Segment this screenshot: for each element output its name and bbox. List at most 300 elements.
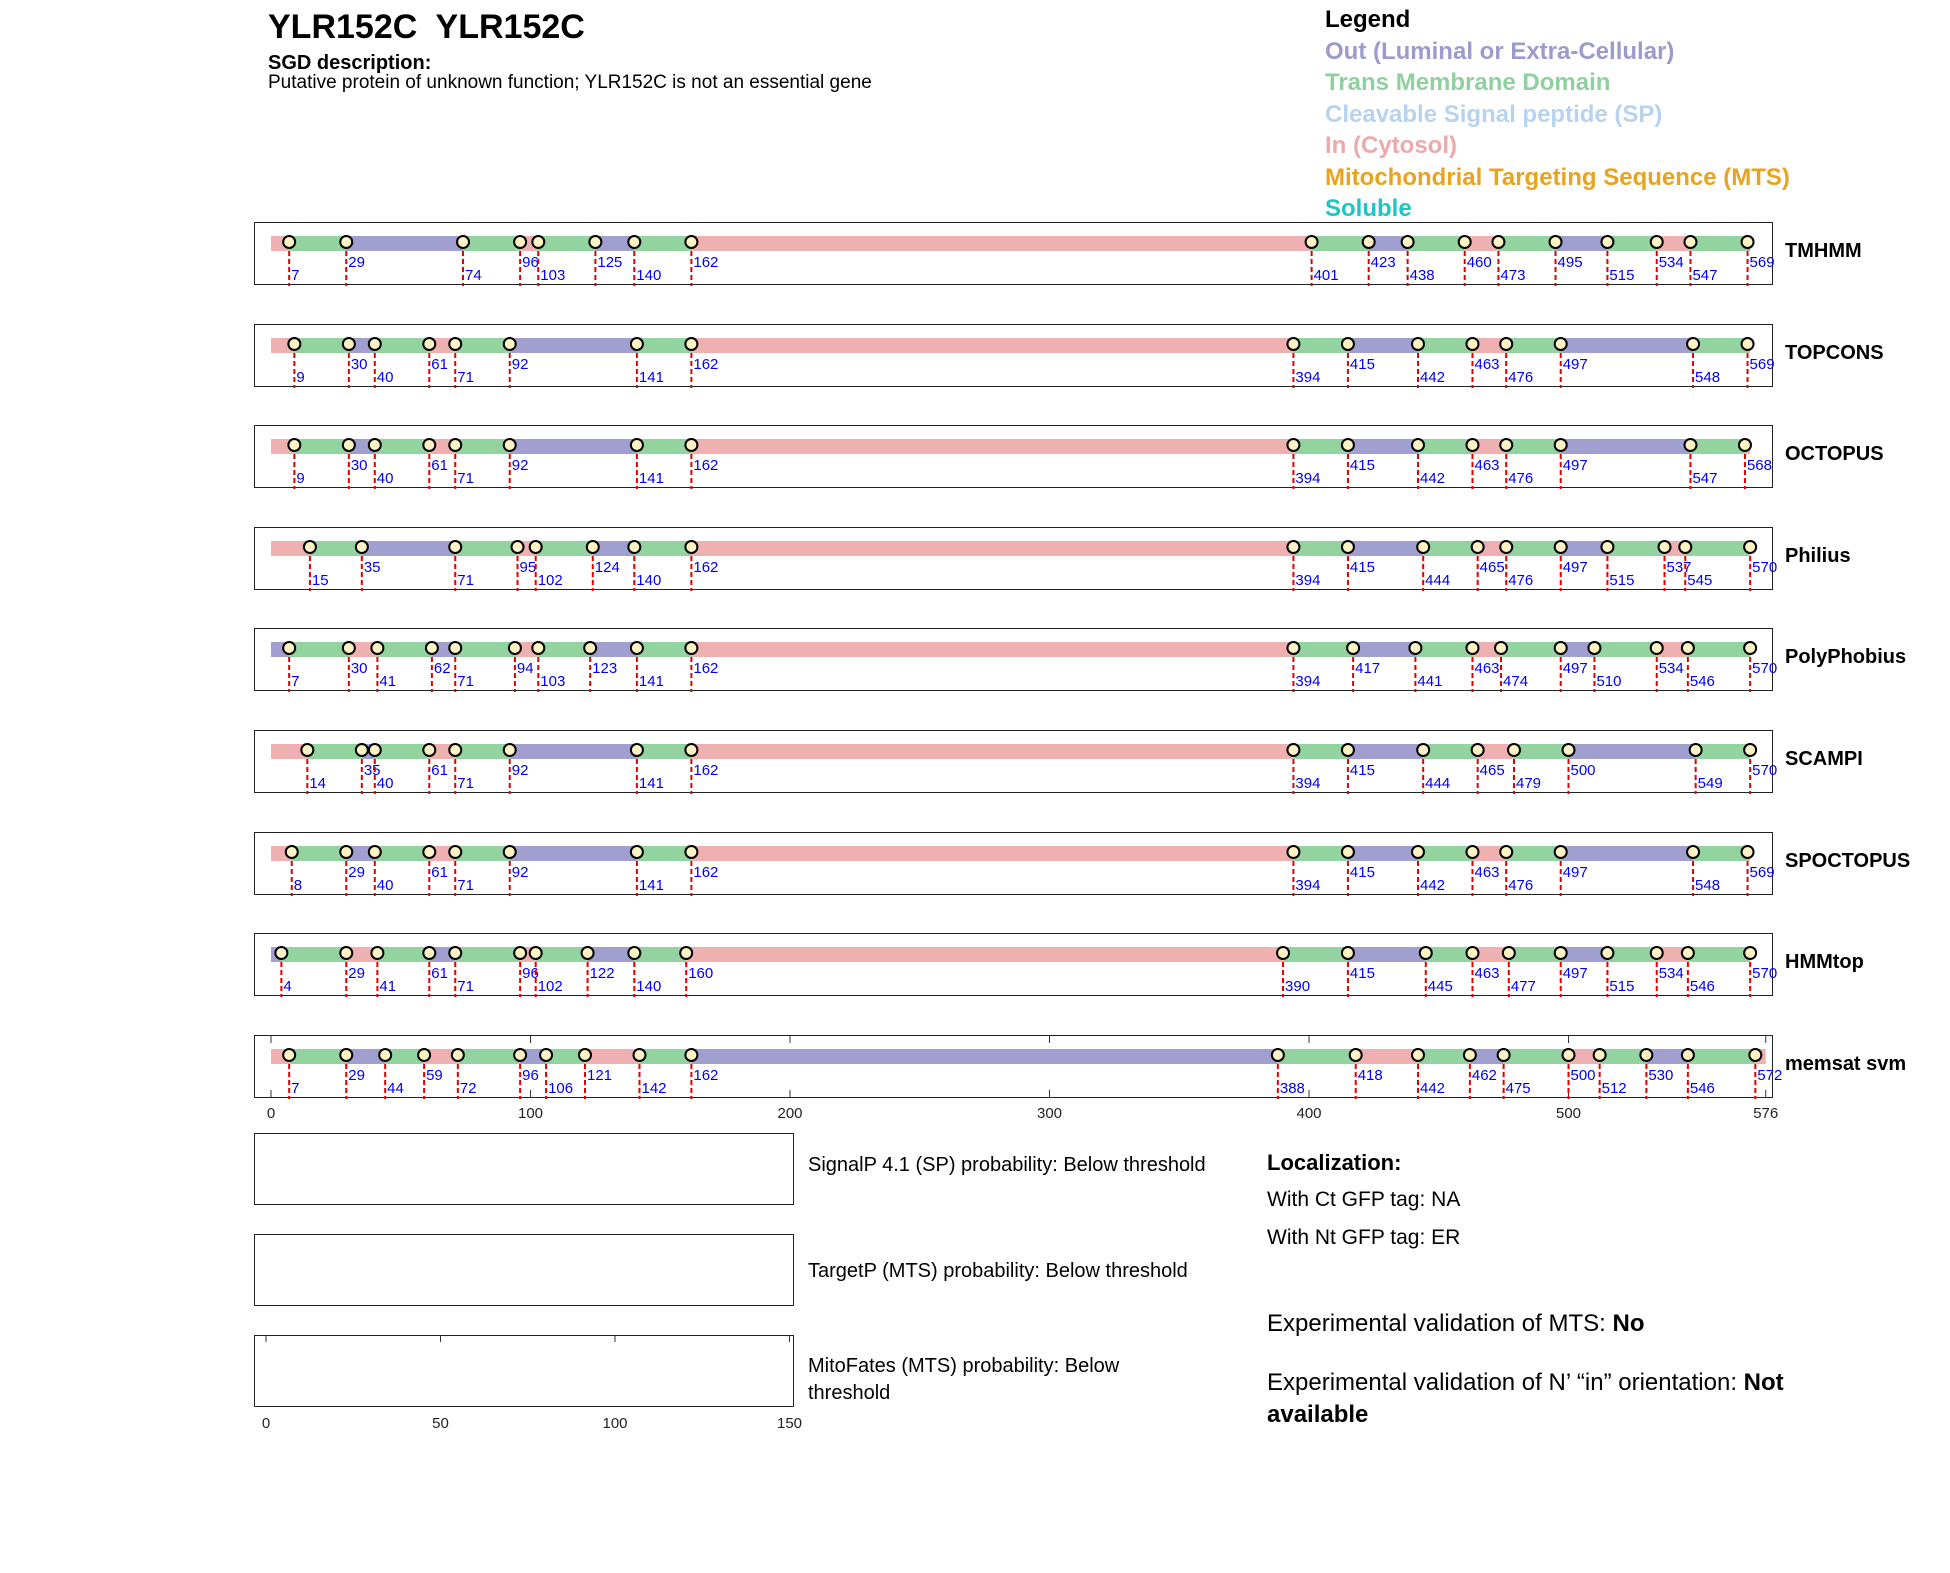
segment-tm [1688,642,1750,657]
boundary-marker [504,846,516,858]
segment-out [1348,541,1423,556]
boundary-label: 74 [465,267,482,284]
boundary-label: 162 [693,254,719,271]
boundary-label: 92 [511,864,529,881]
boundary-marker [343,439,355,451]
boundary-label: 460 [1466,254,1492,271]
boundary-marker [369,744,381,756]
boundary-marker [1277,947,1289,959]
segment-out [1348,846,1418,861]
boundary-marker [512,541,524,553]
boundary-label: 394 [1295,877,1321,894]
boundary-marker [286,846,298,858]
boundary-marker [1550,236,1562,248]
boundary-label: 9 [296,470,305,487]
boundary-marker [369,439,381,451]
boundary-marker [283,642,295,654]
segment-out [1353,642,1415,657]
boundary-marker [423,947,435,959]
legend-entry-mts: Mitochondrial Targeting Sequence (MTS) [1325,163,1790,191]
segment-tm [639,1049,691,1064]
axis-tick-label: 400 [1296,1105,1322,1122]
boundary-marker [631,642,643,654]
boundary-marker [423,439,435,451]
boundary-label: 512 [1601,1080,1627,1097]
boundary-marker [680,947,692,959]
axis-tick-label: 200 [777,1105,803,1122]
track-philius [254,527,1778,590]
boundary-marker [1601,947,1613,959]
track-tmhmm [254,222,1773,285]
boundary-marker [685,541,697,553]
axis-tick-label: 150 [776,1415,803,1432]
segment-in [686,947,1283,962]
boundary-label: 479 [1516,775,1542,792]
boundary-label: 71 [457,572,474,589]
segment-out [1561,338,1693,353]
boundary-label: 537 [1666,559,1692,576]
boundary-label: 140 [636,572,662,589]
boundary-marker [423,338,435,350]
boundary-marker [628,236,640,248]
boundary-marker [584,642,596,654]
segment-out [1561,846,1693,861]
boundary-label: 103 [540,267,566,284]
boundary-marker [1687,846,1699,858]
segment-tm [455,338,509,353]
sgd-description-text: Putative protein of unknown function; YLR152C is not an essential gene [268,72,872,93]
boundary-label: 141 [638,877,664,894]
boundary-label: 569 [1749,356,1775,373]
boundary-marker [1651,642,1663,654]
boundary-marker [371,947,383,959]
boundary-label: 62 [433,660,451,677]
boundary-marker [1588,642,1600,654]
segment-tm [463,236,520,251]
boundary-label: 390 [1285,978,1311,995]
boundary-label: 548 [1695,877,1721,894]
segment-tm [1418,846,1472,861]
boundary-label: 141 [638,673,664,690]
boundary-marker [369,846,381,858]
validation-orientation-prefix: Experimental validation of N’ “in” orientation: [1267,1369,1744,1396]
boundary-marker [1742,846,1754,858]
segment-out [1348,744,1423,759]
boundary-marker [509,642,521,654]
boundary-marker [1350,1049,1362,1061]
boundary-label: 162 [693,356,719,373]
boundary-marker [1684,236,1696,248]
segment-in [691,338,1293,353]
boundary-marker [343,642,355,654]
boundary-marker [283,1049,295,1061]
mitofates-axis [255,1336,803,1436]
boundary-label: 40 [376,369,394,386]
boundary-marker [1342,338,1354,350]
segment-in [691,236,1311,251]
boundary-marker [371,642,383,654]
segment-tm [455,642,515,657]
track-scampi [254,730,1778,793]
boundary-label: 7 [291,673,300,690]
boundary-marker [1402,236,1414,248]
boundary-label: 41 [379,978,397,995]
boundary-marker [514,236,526,248]
segment-tm [634,236,691,251]
boundary-label: 40 [376,775,394,792]
boundary-label: 465 [1479,559,1505,576]
boundary-label: 415 [1349,457,1375,474]
segment-in [691,541,1293,556]
boundary-marker [587,541,599,553]
segment-tm [1607,947,1656,962]
boundary-marker [1287,338,1299,350]
boundary-marker [1594,1049,1606,1061]
boundary-label: 547 [1692,470,1718,487]
segment-out [1561,541,1608,556]
boundary-marker [1466,947,1478,959]
boundary-marker [504,439,516,451]
boundary-marker [1555,846,1567,858]
boundary-label: 160 [688,965,714,982]
boundary-marker [1287,744,1299,756]
boundary-marker [301,744,313,756]
boundary-label: 96 [522,254,539,271]
boundary-label: 394 [1295,673,1321,690]
segment-tm [637,642,691,657]
segment-out [346,236,463,251]
method-label: memsat svm [1785,1053,1907,1075]
boundary-label: 570 [1752,965,1778,982]
boundary-label: 500 [1570,1067,1596,1084]
segment-tm [294,439,348,454]
method-label: TOPCONS [1785,342,1884,364]
segment-tm [1293,541,1347,556]
boundary-label: 388 [1279,1080,1305,1097]
boundary-marker [685,744,697,756]
method-label: PolyPhobius [1785,646,1907,668]
boundary-label: 394 [1295,470,1321,487]
boundary-label: 415 [1349,864,1375,881]
boundary-marker [579,1049,591,1061]
boundary-marker [1749,1049,1761,1061]
boundary-marker [1287,846,1299,858]
boundary-marker [685,439,697,451]
boundary-marker [1679,541,1691,553]
boundary-label: 549 [1697,775,1723,792]
segment-tm [375,846,429,861]
boundary-marker [1500,439,1512,451]
targetp-label: TargetP (MTS) probability: Below threshold [808,1260,1188,1282]
boundary-marker [514,947,526,959]
boundary-marker [423,846,435,858]
boundary-label: 401 [1313,267,1339,284]
segment-tm [1418,338,1472,353]
boundary-label: 61 [431,762,448,779]
legend-title: Legend [1325,6,1411,33]
segment-tm [1607,541,1664,556]
segment-tm [1312,236,1369,251]
boundary-label: 71 [457,470,474,487]
boundary-label: 122 [589,965,615,982]
boundary-label: 61 [431,965,448,982]
boundary-marker [1684,439,1696,451]
boundary-label: 35 [363,762,381,779]
segment-out [510,744,637,759]
boundary-label: 394 [1295,369,1321,386]
boundary-label: 569 [1749,254,1775,271]
axis-tick-label: 100 [602,1415,628,1432]
segment-tm [536,541,593,556]
boundary-marker [449,744,461,756]
boundary-marker [1682,947,1694,959]
boundary-marker [1563,744,1575,756]
boundary-label: 162 [693,1067,719,1084]
boundary-marker [1500,338,1512,350]
boundary-marker [1347,642,1359,654]
segment-tm [1506,541,1560,556]
boundary-marker [449,439,461,451]
boundary-label: 465 [1479,762,1505,779]
segment-out [1569,744,1696,759]
track-memsat-svm [254,1035,1783,1122]
segment-tm [1509,947,1561,962]
boundary-marker [631,338,643,350]
segment-in [691,439,1293,454]
boundary-label: 61 [431,356,448,373]
boundary-marker [449,947,461,959]
boundary-label: 462 [1471,1067,1497,1084]
boundary-label: 442 [1419,470,1446,487]
boundary-label: 530 [1648,1067,1674,1084]
segment-tm [1408,236,1465,251]
boundary-label: 515 [1609,978,1635,995]
boundary-label: 497 [1562,965,1588,982]
segment-tm [1506,338,1560,353]
boundary-label: 61 [431,457,448,474]
boundary-label: 35 [363,559,381,576]
boundary-label: 141 [638,470,664,487]
segment-tm [1514,744,1568,759]
boundary-marker [504,338,516,350]
segment-out [588,947,635,962]
segment-tm [375,744,429,759]
boundary-marker [1503,947,1515,959]
boundary-marker [1555,338,1567,350]
boundary-marker [530,947,542,959]
boundary-marker [452,1049,464,1061]
boundary-marker [449,338,461,350]
boundary-marker [1342,541,1354,553]
method-label: HMMtop [1785,951,1864,973]
boundary-marker [449,846,461,858]
segment-tm [455,846,509,861]
segment-tm [292,846,346,861]
segment-tm [281,947,346,962]
boundary-label: 545 [1687,572,1713,589]
boundary-label: 72 [459,1080,477,1097]
boundary-label: 510 [1596,673,1622,690]
segment-in [585,1049,639,1064]
boundary-label: 9 [296,369,305,386]
boundary-label: 394 [1295,572,1321,589]
boundary-marker [1466,338,1478,350]
boundary-marker [343,338,355,350]
axis-tick-label: 576 [1753,1105,1779,1122]
boundary-label: 103 [540,673,566,690]
boundary-label: 125 [597,254,623,271]
boundary-label: 497 [1562,559,1588,576]
segment-out [362,541,455,556]
boundary-label: 463 [1474,965,1500,982]
boundary-marker [633,1049,645,1061]
boundary-label: 142 [641,1080,667,1097]
boundary-label: 568 [1746,457,1772,474]
boundary-marker [1744,541,1756,553]
localization-ct: With Ct GFP tag: NA [1267,1188,1461,1211]
boundary-label: 477 [1510,978,1536,995]
segment-tm [1696,744,1750,759]
boundary-marker [530,541,542,553]
segment-tm [536,947,588,962]
segment-in [691,744,1293,759]
boundary-label: 30 [350,660,368,677]
boundary-marker [1555,947,1567,959]
legend [1325,4,1790,225]
boundary-label: 29 [348,1067,365,1084]
boundary-marker [288,439,300,451]
boundary-label: 442 [1419,877,1446,894]
segment-tm [1418,1049,1470,1064]
segment-tm [1688,947,1750,962]
boundary-marker [1744,744,1756,756]
boundary-marker [1640,1049,1652,1061]
boundary-marker [340,846,352,858]
axis-tick-label: 100 [517,1105,544,1122]
boundary-label: 547 [1692,267,1718,284]
segment-tm [289,642,349,657]
segment-tm [1293,642,1353,657]
boundary-marker [1287,439,1299,451]
segment-tm [1423,744,1477,759]
boundary-label: 546 [1689,1080,1715,1097]
boundary-label: 497 [1562,457,1588,474]
validation-orientation [1267,1367,1867,1431]
segment-tm [637,744,691,759]
boundary-marker [1287,541,1299,553]
boundary-marker [1659,541,1671,553]
boundary-label: 442 [1419,1080,1446,1097]
boundary-label: 473 [1500,267,1526,284]
boundary-marker [1412,338,1424,350]
boundary-label: 71 [457,978,474,995]
boundary-label: 92 [511,762,529,779]
boundary-marker [356,541,368,553]
boundary-marker [1412,1049,1424,1061]
validation-mts-value: No [1612,1310,1645,1337]
boundary-marker [1508,744,1520,756]
boundary-label: 162 [693,660,719,677]
boundary-label: 423 [1370,254,1396,271]
boundary-label: 4 [283,978,292,995]
validation-orientation-value: Not available [1267,1369,1784,1428]
segment-tm [538,642,590,657]
segment-tm [1690,439,1744,454]
boundary-label: 102 [537,572,563,589]
targetp-plot [254,1234,794,1306]
boundary-label: 474 [1503,673,1529,690]
axis-tick-label: 300 [1036,1105,1063,1122]
boundary-marker [628,541,640,553]
boundary-label: 476 [1508,369,1534,386]
boundary-label: 29 [348,965,365,982]
boundary-label: 463 [1474,864,1500,881]
boundary-label: 497 [1562,356,1588,373]
segment-tm [1607,236,1656,251]
boundary-label: 71 [457,369,474,386]
segment-tm [289,236,346,251]
boundary-marker [1682,1049,1694,1061]
segment-out [1561,947,1608,962]
boundary-label: 415 [1349,356,1375,373]
segment-tm [1504,1049,1569,1064]
signalp-label: SignalP 4.1 (SP) probability: Below threshold [808,1154,1206,1176]
boundary-marker [685,642,697,654]
boundary-marker [1342,947,1354,959]
boundary-label: 141 [638,369,664,386]
segment-tm [1426,947,1473,962]
boundary-label: 515 [1609,572,1635,589]
boundary-marker [1420,947,1432,959]
segment-tm [1278,1049,1356,1064]
boundary-label: 534 [1658,965,1684,982]
boundary-label: 162 [693,762,719,779]
boundary-marker [1417,744,1429,756]
segment-tm [377,947,429,962]
boundary-label: 71 [457,775,474,792]
boundary-marker [1742,338,1754,350]
boundary-label: 40 [376,877,394,894]
segment-out [691,1049,1277,1064]
boundary-label: 475 [1505,1080,1531,1097]
boundary-marker [532,642,544,654]
boundary-label: 92 [511,356,529,373]
segment-tm [637,846,691,861]
boundary-label: 445 [1427,978,1453,995]
boundary-marker [1412,439,1424,451]
segment-tm [1498,236,1555,251]
segment-out [1348,947,1426,962]
segment-tm [1293,439,1347,454]
boundary-label: 29 [348,864,365,881]
segment-out [1561,439,1691,454]
method-label: Philius [1785,545,1851,567]
boundary-label: 441 [1417,673,1443,690]
boundary-marker [1412,846,1424,858]
segment-tm [1293,338,1347,353]
boundary-label: 7 [291,267,300,284]
boundary-label: 29 [348,254,365,271]
localization-nt: With Nt GFP tag: ER [1267,1226,1461,1249]
boundary-marker [379,1049,391,1061]
boundary-label: 121 [586,1067,613,1084]
boundary-label: 7 [291,1080,300,1097]
boundary-label: 438 [1409,267,1435,284]
boundary-label: 476 [1508,470,1534,487]
boundary-label: 515 [1609,267,1635,284]
segment-tm [455,744,509,759]
signalp-plot [254,1133,794,1205]
